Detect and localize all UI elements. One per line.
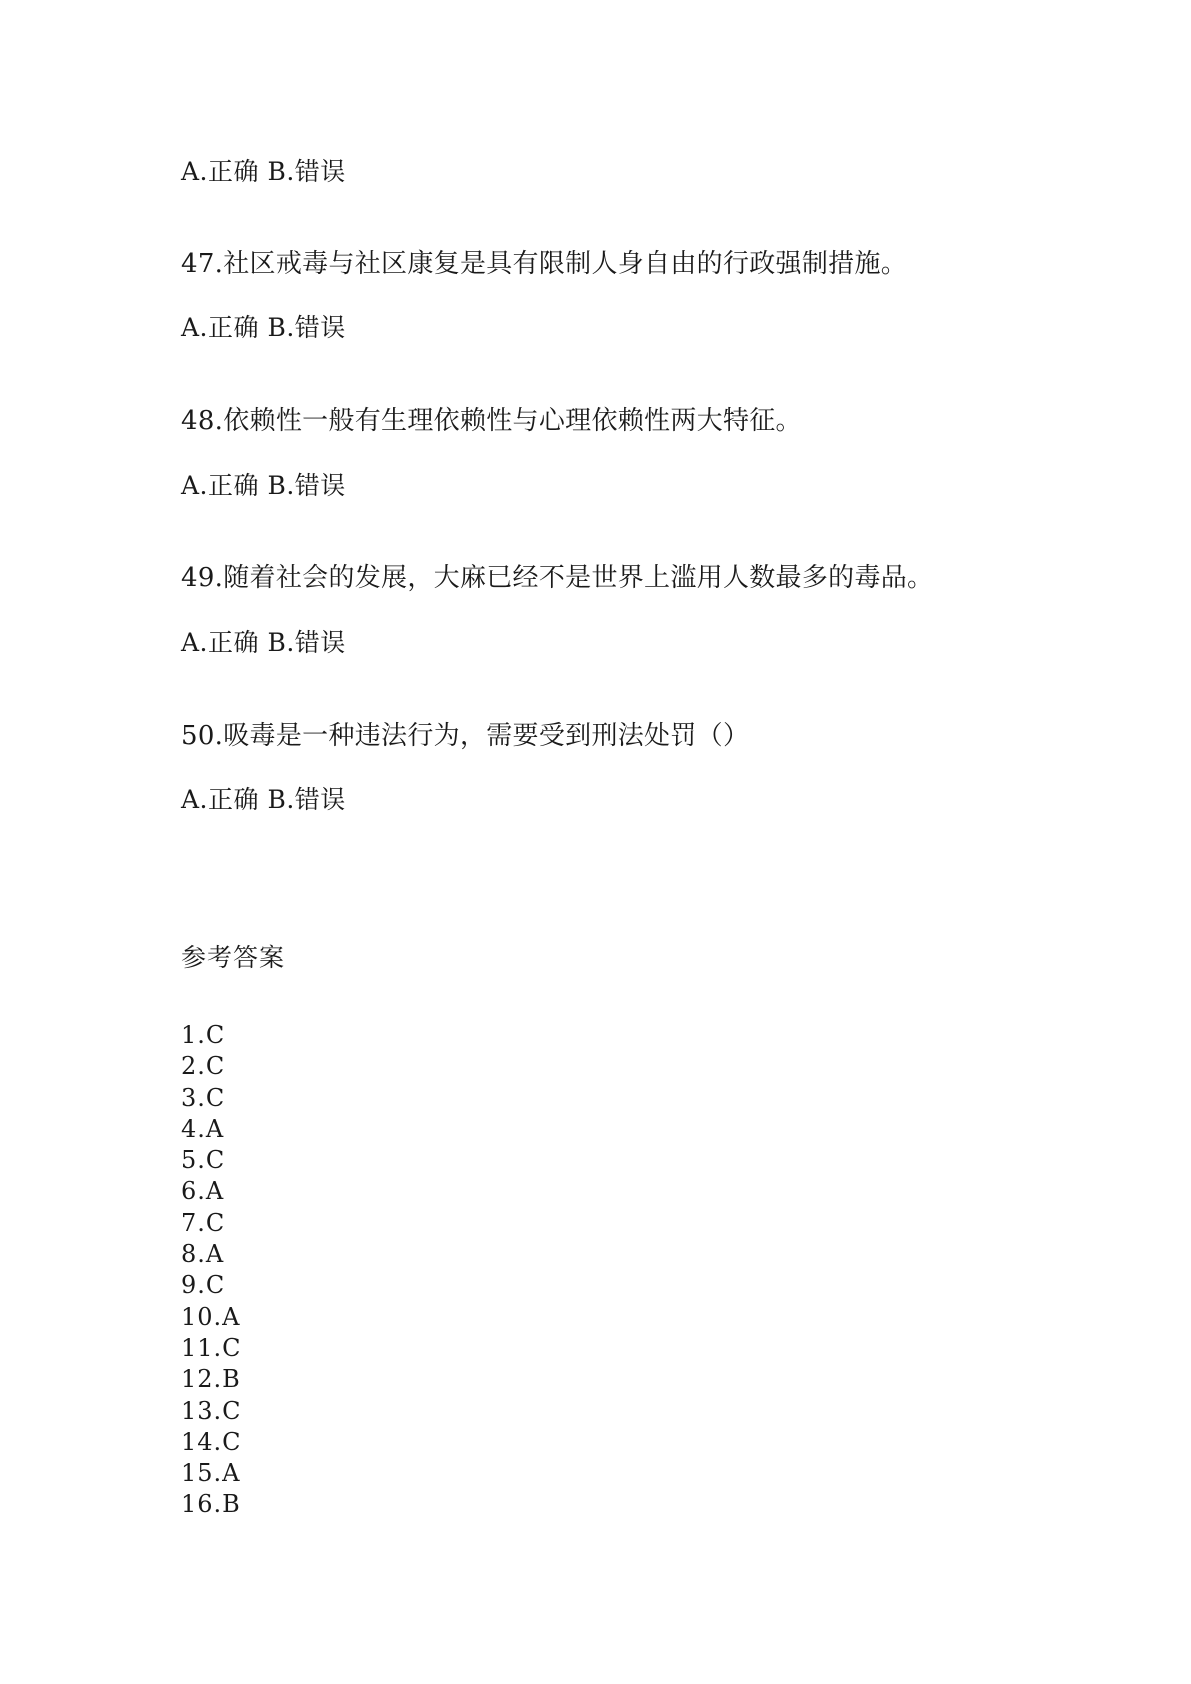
answer-item: 14.C xyxy=(181,1427,242,1456)
answer-item: 8.A xyxy=(181,1240,225,1269)
question-48: 48.依赖性一般有生理依赖性与心理依赖性两大特征。 xyxy=(181,406,802,436)
answer-item: 4.A xyxy=(181,1114,225,1143)
answer-item: 11.C xyxy=(181,1333,242,1362)
question-47: 47.社区戒毒与社区康复是具有限制人身自由的行政强制措施。 xyxy=(181,249,908,279)
answer-item: 1.C xyxy=(181,1021,226,1049)
answer-item: 9.C xyxy=(181,1271,226,1300)
answer-item: 16.B xyxy=(181,1490,241,1519)
answer-item: 2.C xyxy=(181,1052,226,1081)
question-49: 49.随着社会的发展，大麻已经不是世界上滥用人数最多的毒品。 xyxy=(181,563,934,593)
answers-heading: 参考答案 xyxy=(181,943,286,972)
question-50: 50.吸毒是一种违法行为，需要受到刑法处罚（） xyxy=(181,721,750,751)
q46-options: A.正确 B.错误 xyxy=(181,157,346,186)
answer-item: 6.A xyxy=(181,1177,225,1206)
answer-item: 13.C xyxy=(181,1396,242,1425)
answer-item: 15.A xyxy=(181,1459,241,1488)
answer-item: 7.C xyxy=(181,1208,226,1237)
q47-options: A.正确 B.错误 xyxy=(181,313,346,342)
answer-item: 12.B xyxy=(181,1365,241,1394)
q50-options: A.正确 B.错误 xyxy=(181,785,346,814)
q48-options: A.正确 B.错误 xyxy=(181,471,346,500)
answer-list xyxy=(181,1020,242,1521)
answer-item: 5.C xyxy=(181,1146,226,1175)
answer-item: 3.C xyxy=(181,1083,226,1112)
q49-options: A.正确 B.错误 xyxy=(181,628,346,657)
answer-item: 10.A xyxy=(181,1302,241,1331)
